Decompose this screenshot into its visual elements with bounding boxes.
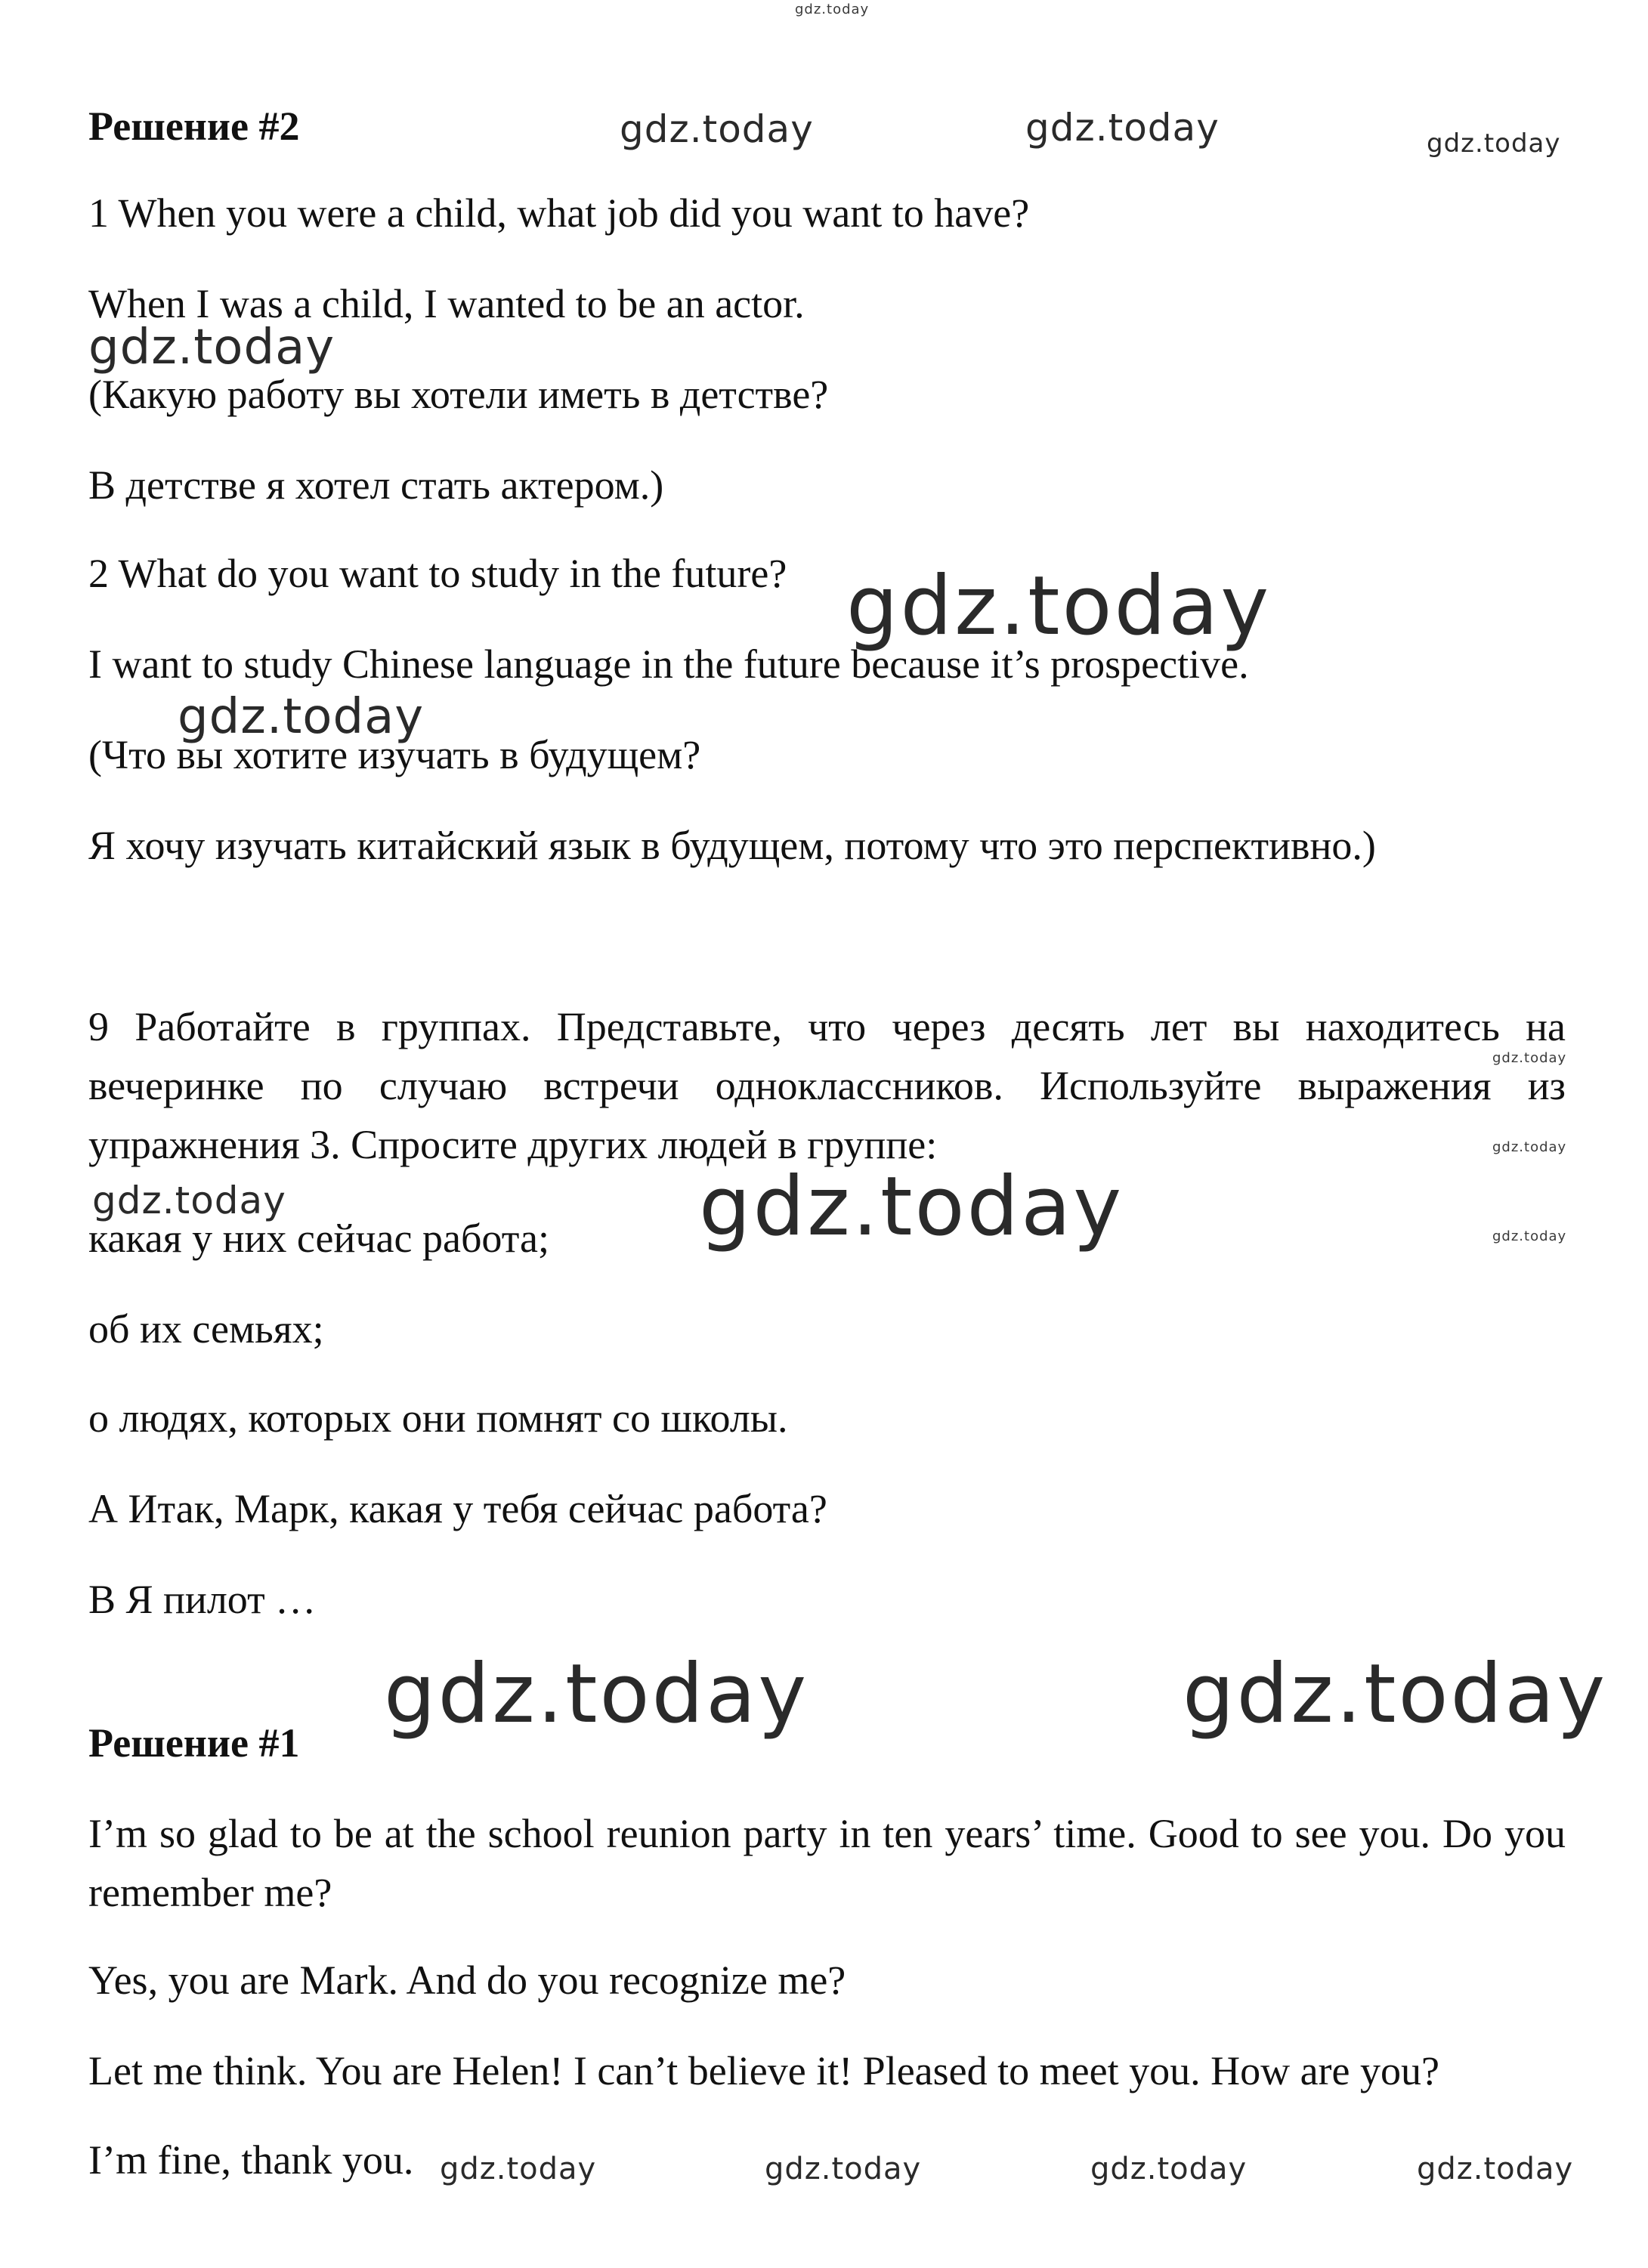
watermark: gdz.today [699,1160,1124,1254]
watermark: gdz.today [88,320,335,375]
watermark: gdz.today [846,559,1272,654]
solution1-paragraph-4: I’m fine, thank you. [88,2137,414,2183]
watermark: gdz.today [765,2152,922,2186]
question-2: 2 What do you want to study in the future? [88,551,787,596]
task9-item-3: о людях, которых они помнят со школы. [88,1395,788,1441]
watermark: gdz.today [92,1179,286,1222]
solution1-paragraph-2: Yes, you are Mark. And do you recognize me? [88,1957,846,2003]
watermark: gdz.today [1417,2152,1574,2186]
watermark: gdz.today [384,1647,809,1741]
answer-1-ru: В детстве я хотел стать актером.) [88,462,664,508]
task9-item-2: об их семьях; [88,1306,324,1352]
question-2-ru: (Что вы хотите изучать в будущем? [88,732,701,777]
solution2-heading: Решение #2 [88,104,300,149]
task9-intro: 9 Работайте в группах. Представьте, что через десять лет вы находитесь на вечеринке по случаю встречи одноклассников. Используйте выражения из упражнения 3. Спросите других людей в группе: [88,1004,1566,1167]
watermark: gdz.today [1427,128,1561,159]
task9-item-1: какая у них сейчас работа; [88,1216,549,1261]
answer-1: When I was a child, I wanted to be an actor. [88,281,805,326]
watermark: gdz.today [1492,1139,1567,1155]
solution1-heading: Решение #1 [88,1720,300,1766]
question-1-ru: (Какую работу вы хотели иметь в детстве? [88,372,829,417]
watermark: gdz.today [1492,1050,1567,1066]
top-watermark: gdz.today [795,2,870,17]
question-1: 1 When you were a child, what job did you want to have? [88,190,1030,236]
watermark: gdz.today [620,107,814,151]
watermark: gdz.today [178,689,425,745]
dialogue-line-a: А Итак, Марк, какая у тебя сейчас работа? [88,1486,827,1531]
watermark: gdz.today [1183,1647,1608,1741]
watermark: gdz.today [1025,106,1220,150]
answer-2: I want to study Chinese language in the future because it’s prospective. [88,641,1249,687]
watermark: gdz.today [1492,1228,1567,1244]
watermark: gdz.today [440,2152,597,2186]
answer-2-ru: Я хочу изучать китайский язык в будущем, потому что это перспективно.) [88,823,1376,868]
solution1-paragraph-3: Let me think. You are Helen! I can’t believe it! Pleased to meet you. How are you? [88,2048,1439,2093]
solution1-paragraph-1: I’m so glad to be at the school reunion party in ten years’ time. Good to see you. Do you remember me? [88,1811,1566,1915]
dialogue-line-b: В Я пилот … [88,1577,317,1622]
watermark: gdz.today [1090,2152,1248,2186]
